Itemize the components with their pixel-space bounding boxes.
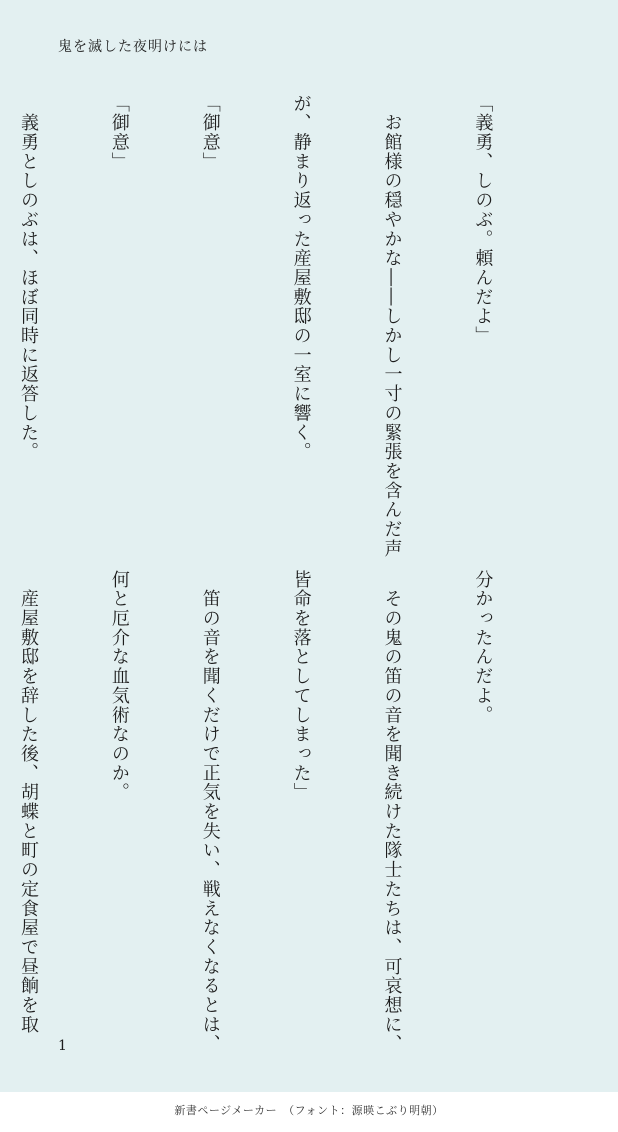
upper-text-block xyxy=(17,94,558,559)
lower-text-block xyxy=(17,570,558,1054)
text-line: お館様の穏やかな――しかし一寸の緊張を含んだ声 xyxy=(381,94,403,559)
text-line: 「義勇、しのぶ。頼んだよ」 xyxy=(472,94,494,346)
text-line: 笛の音を聞くだけで正気を失い、戦えなくなるとは、 xyxy=(199,570,221,1054)
text-line: 「御意」 xyxy=(199,94,221,172)
text-line: 皆命を落としてしまった」 xyxy=(290,570,312,803)
text-line: 何と厄介な血気術なのか。 xyxy=(108,570,130,803)
text-line: 分かったんだよ。 xyxy=(472,570,494,725)
footer-credit: 新書ページメーカー （フォント：源暎こぶり明朝） xyxy=(0,1092,618,1132)
page-number: 1 xyxy=(58,1038,67,1054)
text-line: 義勇としのぶは、ほぼ同時に返答した。 xyxy=(17,94,39,462)
text-line: その鬼の笛の音を聞き続けた隊士たちは、可哀想に、 xyxy=(381,570,403,1054)
text-line: 「御意」 xyxy=(108,94,130,172)
text-line: 産屋敷邸を辞した後、胡蝶と町の定食屋で昼餉を取 xyxy=(17,570,39,1035)
book-title: 鬼を滅した夜明けには xyxy=(58,39,208,55)
text-line: が、静まり返った産屋敷邸の一室に響く。 xyxy=(290,94,312,462)
